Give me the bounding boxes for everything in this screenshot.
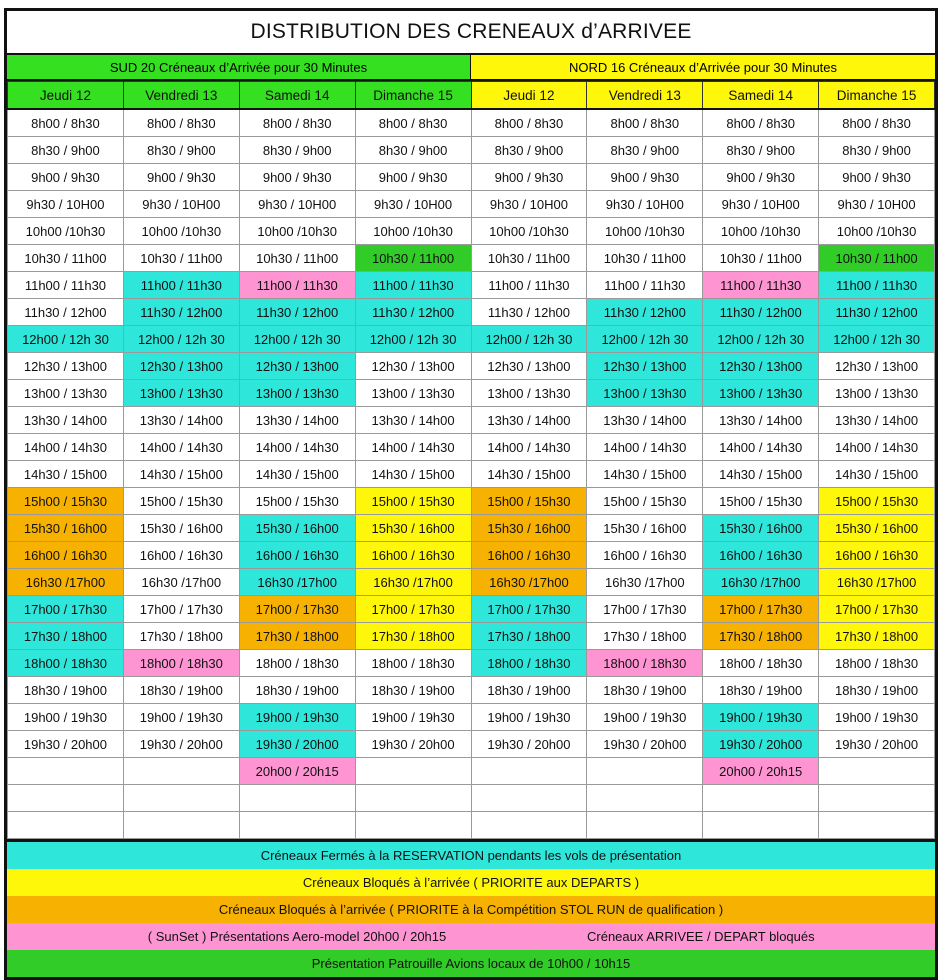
region-nord: NORD 16 Créneaux d’Arrivée pour 30 Minutes [471,55,935,81]
slot-cell: 12h30 / 13h00 [471,353,587,380]
slot-cell: 9h00 / 9h30 [239,164,355,191]
slot-cell: 19h30 / 20h00 [471,731,587,758]
slot-cell [819,758,935,785]
slot-cell: 8h30 / 9h00 [819,137,935,164]
slot-cell: 9h00 / 9h30 [355,164,471,191]
slot-cell: 15h00 / 15h30 [123,488,239,515]
slot-cell: 15h30 / 16h00 [8,515,124,542]
empty-cell [8,812,124,839]
slot-cell: 12h00 / 12h 30 [587,326,703,353]
slot-cell: 9h30 / 10H00 [355,191,471,218]
slot-cell: 18h00 / 18h30 [471,650,587,677]
slot-cell: 12h00 / 12h 30 [471,326,587,353]
slot-cell: 13h30 / 14h00 [703,407,819,434]
slot-cell: 16h30 /17h00 [703,569,819,596]
slot-cell: 18h00 / 18h30 [239,650,355,677]
slot-cell: 18h30 / 19h00 [8,677,124,704]
slot-cell: 13h30 / 14h00 [123,407,239,434]
slot-cell: 20h00 / 20h15 [703,758,819,785]
table-row [8,137,935,164]
slot-cell: 19h30 / 20h00 [8,731,124,758]
slot-cell: 8h00 / 8h30 [239,109,355,137]
legend-green: Présentation Patrouille Avions locaux de 10h00 / 10h15 [7,950,935,977]
slot-cell: 14h30 / 15h00 [471,461,587,488]
slot-cell: 9h30 / 10H00 [587,191,703,218]
slot-cell: 10h00 /10h30 [355,218,471,245]
table-row [8,164,935,191]
table-row [8,731,935,758]
slot-cell: 15h00 / 15h30 [8,488,124,515]
slot-cell: 12h00 / 12h 30 [819,326,935,353]
table-row [8,109,935,137]
slot-cell: 8h00 / 8h30 [471,109,587,137]
slot-cell: 15h00 / 15h30 [471,488,587,515]
slot-cell: 19h00 / 19h30 [239,704,355,731]
slot-cell: 17h30 / 18h00 [239,623,355,650]
slot-cell: 10h00 /10h30 [703,218,819,245]
empty-cell [239,812,355,839]
slot-cell: 17h00 / 17h30 [355,596,471,623]
slot-cell: 15h00 / 15h30 [239,488,355,515]
slot-cell: 8h30 / 9h00 [123,137,239,164]
slot-cell: 10h30 / 11h00 [703,245,819,272]
empty-cell [8,785,124,812]
slot-cell: 13h00 / 13h30 [355,380,471,407]
slot-cell: 12h30 / 13h00 [703,353,819,380]
slot-cell: 9h30 / 10H00 [703,191,819,218]
slot-cell: 19h00 / 19h30 [587,704,703,731]
slot-cell: 11h00 / 11h30 [587,272,703,299]
slot-cell: 12h30 / 13h00 [8,353,124,380]
slot-cell: 14h30 / 15h00 [355,461,471,488]
slot-cell: 11h30 / 12h00 [355,299,471,326]
legend-pink [7,923,935,950]
slot-cell: 13h30 / 14h00 [8,407,124,434]
table-row [8,569,935,596]
table-row [8,299,935,326]
slot-cell: 17h30 / 18h00 [471,623,587,650]
legend-orange: Créneaux Bloqués à l’arrivée ( PRIORITE à la Compétition STOL RUN de qualification ) [7,896,935,923]
table-row [8,218,935,245]
legend-cyan: Créneaux Fermés à la RESERVATION pendants les vols de présentation [7,842,935,869]
schedule-sheet [4,8,938,980]
slot-cell: 15h30 / 16h00 [123,515,239,542]
day-header: Dimanche 15 [355,82,471,110]
slot-cell: 18h30 / 19h00 [819,677,935,704]
slot-cell: 16h30 /17h00 [123,569,239,596]
region-header [7,55,935,81]
slot-cell: 10h30 / 11h00 [123,245,239,272]
slot-cell: 15h00 / 15h30 [355,488,471,515]
slot-cell: 12h00 / 12h 30 [123,326,239,353]
slot-cell: 17h30 / 18h00 [819,623,935,650]
slot-cell: 13h30 / 14h00 [587,407,703,434]
day-header: Jeudi 12 [8,82,124,110]
slot-cell: 18h30 / 19h00 [123,677,239,704]
slot-cell: 19h00 / 19h30 [471,704,587,731]
slot-cell: 17h00 / 17h30 [703,596,819,623]
slot-cell: 14h30 / 15h00 [8,461,124,488]
slot-cell: 19h30 / 20h00 [587,731,703,758]
slot-cell: 13h30 / 14h00 [355,407,471,434]
slot-cell: 16h30 /17h00 [587,569,703,596]
table-row [8,596,935,623]
slot-cell: 16h00 / 16h30 [8,542,124,569]
slot-cell: 11h30 / 12h00 [8,299,124,326]
table-row [8,407,935,434]
table-row [8,623,935,650]
slot-cell: 17h00 / 17h30 [587,596,703,623]
slot-cell: 18h00 / 18h30 [123,650,239,677]
empty-cell [471,785,587,812]
slot-cell: 18h30 / 19h00 [587,677,703,704]
table-row [8,434,935,461]
table-row [8,758,935,785]
empty-cell [819,785,935,812]
slot-cell: 15h30 / 16h00 [703,515,819,542]
legend [7,839,935,977]
slot-cell: 11h30 / 12h00 [703,299,819,326]
slot-cell: 13h00 / 13h30 [703,380,819,407]
slot-cell: 16h00 / 16h30 [819,542,935,569]
day-header: Jeudi 12 [471,82,587,110]
slot-cell [355,758,471,785]
slot-cell: 18h00 / 18h30 [703,650,819,677]
slot-cell: 19h30 / 20h00 [819,731,935,758]
slot-cell: 14h00 / 14h30 [703,434,819,461]
slot-cell: 11h00 / 11h30 [471,272,587,299]
legend-pink-right: Créneaux ARRIVEE / DEPART bloqués [587,929,815,944]
slot-cell: 15h30 / 16h00 [239,515,355,542]
slot-cell: 11h30 / 12h00 [587,299,703,326]
slot-cell: 14h00 / 14h30 [471,434,587,461]
page-title: DISTRIBUTION DES CRENEAUX d’ARRIVEE [7,11,935,55]
slot-cell: 9h00 / 9h30 [703,164,819,191]
legend-yellow: Créneaux Bloqués à l’arrivée ( PRIORITE aux DEPARTS ) [7,869,935,896]
slot-cell: 19h00 / 19h30 [819,704,935,731]
slot-cell: 18h00 / 18h30 [355,650,471,677]
slot-cell: 18h30 / 19h00 [471,677,587,704]
slot-cell: 14h30 / 15h00 [587,461,703,488]
slot-cell: 18h30 / 19h00 [703,677,819,704]
slot-cell: 16h30 /17h00 [355,569,471,596]
slot-cell: 14h00 / 14h30 [587,434,703,461]
slot-cell: 8h30 / 9h00 [703,137,819,164]
slot-cell: 10h30 / 11h00 [819,245,935,272]
slot-cell: 12h00 / 12h 30 [355,326,471,353]
slot-cell: 13h00 / 13h30 [471,380,587,407]
day-header: Vendredi 13 [123,82,239,110]
slot-cell: 11h30 / 12h00 [123,299,239,326]
slot-cell: 8h30 / 9h00 [587,137,703,164]
slot-cell: 11h30 / 12h00 [239,299,355,326]
day-header: Vendredi 13 [587,82,703,110]
slot-cell: 9h30 / 10H00 [819,191,935,218]
table-row [8,650,935,677]
slot-cell: 10h00 /10h30 [471,218,587,245]
day-header-row [8,82,935,110]
slot-cell: 13h00 / 13h30 [819,380,935,407]
slot-cell: 12h30 / 13h00 [123,353,239,380]
slot-cell: 9h30 / 10H00 [239,191,355,218]
slot-cell: 8h30 / 9h00 [8,137,124,164]
slot-cell: 19h30 / 20h00 [703,731,819,758]
slot-cell: 10h00 /10h30 [819,218,935,245]
slot-cell: 17h00 / 17h30 [123,596,239,623]
slot-cell: 17h00 / 17h30 [471,596,587,623]
legend-pink-left: ( SunSet ) Présentations Aero-model 20h00 / 20h15 [147,929,447,944]
slot-cell: 19h30 / 20h00 [123,731,239,758]
slot-cell: 13h00 / 13h30 [123,380,239,407]
table-row [8,488,935,515]
slot-cell: 16h00 / 16h30 [471,542,587,569]
slot-table [7,81,935,839]
slot-cell: 18h30 / 19h00 [239,677,355,704]
slot-cell: 12h00 / 12h 30 [703,326,819,353]
table-row [8,326,935,353]
slot-cell: 19h00 / 19h30 [8,704,124,731]
slot-cell: 9h00 / 9h30 [123,164,239,191]
slot-cell: 14h30 / 15h00 [703,461,819,488]
slot-cell: 20h00 / 20h15 [239,758,355,785]
slot-cell: 16h00 / 16h30 [123,542,239,569]
slot-cell: 8h00 / 8h30 [8,109,124,137]
table-row [8,704,935,731]
slot-cell: 13h30 / 14h00 [471,407,587,434]
slot-cell: 12h00 / 12h 30 [239,326,355,353]
slot-cell: 19h00 / 19h30 [123,704,239,731]
slot-cell: 9h30 / 10H00 [123,191,239,218]
slot-cell: 18h00 / 18h30 [587,650,703,677]
slot-cell: 15h00 / 15h30 [819,488,935,515]
empty-cell [703,812,819,839]
slot-cell: 17h30 / 18h00 [703,623,819,650]
slot-cell: 17h00 / 17h30 [239,596,355,623]
slot-cell: 15h30 / 16h00 [355,515,471,542]
slot-cell: 16h30 /17h00 [8,569,124,596]
slot-cell: 9h30 / 10H00 [8,191,124,218]
slot-cell: 14h30 / 15h00 [239,461,355,488]
slot-cell: 8h00 / 8h30 [703,109,819,137]
slot-cell: 16h00 / 16h30 [703,542,819,569]
slot-cell: 12h30 / 13h00 [355,353,471,380]
slot-cell: 13h00 / 13h30 [8,380,124,407]
slot-cell: 12h30 / 13h00 [819,353,935,380]
slot-cell: 17h30 / 18h00 [587,623,703,650]
slot-cell: 11h00 / 11h30 [355,272,471,299]
slot-cell: 8h30 / 9h00 [355,137,471,164]
slot-cell: 17h00 / 17h30 [8,596,124,623]
region-sud: SUD 20 Créneaux d’Arrivée pour 30 Minutes [7,55,471,81]
slot-cell: 10h00 /10h30 [587,218,703,245]
slot-cell: 15h30 / 16h00 [471,515,587,542]
empty-cell [587,812,703,839]
day-header: Samedi 14 [239,82,355,110]
slot-cell: 16h30 /17h00 [819,569,935,596]
slot-cell: 11h30 / 12h00 [471,299,587,326]
empty-cell [355,812,471,839]
slot-cell: 14h00 / 14h30 [123,434,239,461]
empty-cell [703,785,819,812]
slot-cell: 11h00 / 11h30 [239,272,355,299]
slot-cell: 10h30 / 11h00 [587,245,703,272]
slot-cell: 10h00 /10h30 [8,218,124,245]
slot-cell: 10h30 / 11h00 [239,245,355,272]
slot-cell: 8h30 / 9h00 [471,137,587,164]
slot-cell: 11h00 / 11h30 [703,272,819,299]
slot-cell: 19h00 / 19h30 [355,704,471,731]
empty-cell [239,785,355,812]
slot-cell: 17h30 / 18h00 [123,623,239,650]
slot-cell: 18h00 / 18h30 [8,650,124,677]
slot-cell: 16h30 /17h00 [239,569,355,596]
slot-cell [471,758,587,785]
empty-cell [587,785,703,812]
slot-cell: 8h00 / 8h30 [587,109,703,137]
slot-cell: 12h30 / 13h00 [587,353,703,380]
slot-cell [587,758,703,785]
table-row [8,515,935,542]
slot-cell: 18h30 / 19h00 [355,677,471,704]
slot-cell: 13h30 / 14h00 [239,407,355,434]
slot-cell: 10h30 / 11h00 [471,245,587,272]
table-row [8,245,935,272]
table-row [8,191,935,218]
slot-cell: 14h30 / 15h00 [819,461,935,488]
day-header: Dimanche 15 [819,82,935,110]
slot-cell: 8h00 / 8h30 [819,109,935,137]
slot-cell: 14h00 / 14h30 [239,434,355,461]
blank-row [8,812,935,839]
empty-cell [819,812,935,839]
empty-cell [355,785,471,812]
table-row [8,677,935,704]
slot-cell: 17h30 / 18h00 [355,623,471,650]
slot-cell: 11h00 / 11h30 [123,272,239,299]
empty-cell [471,812,587,839]
slot-cell: 13h00 / 13h30 [239,380,355,407]
slot-cell: 9h00 / 9h30 [587,164,703,191]
slot-cell: 9h00 / 9h30 [8,164,124,191]
slot-cell [8,758,124,785]
slot-cell: 8h30 / 9h00 [239,137,355,164]
slot-table-body [8,109,935,839]
slot-cell: 15h00 / 15h30 [587,488,703,515]
slot-cell: 16h00 / 16h30 [587,542,703,569]
slot-cell: 17h00 / 17h30 [819,596,935,623]
table-row [8,542,935,569]
slot-cell: 18h00 / 18h30 [819,650,935,677]
slot-cell [123,758,239,785]
slot-cell: 19h30 / 20h00 [239,731,355,758]
slot-cell: 10h30 / 11h00 [355,245,471,272]
day-header: Samedi 14 [703,82,819,110]
slot-cell: 9h00 / 9h30 [471,164,587,191]
slot-cell: 15h00 / 15h30 [703,488,819,515]
slot-cell: 14h00 / 14h30 [355,434,471,461]
slot-cell: 9h00 / 9h30 [819,164,935,191]
slot-cell: 14h00 / 14h30 [8,434,124,461]
slot-cell: 16h00 / 16h30 [355,542,471,569]
slot-cell: 9h30 / 10H00 [471,191,587,218]
slot-cell: 8h00 / 8h30 [355,109,471,137]
slot-cell: 11h00 / 11h30 [819,272,935,299]
slot-cell: 10h30 / 11h00 [8,245,124,272]
slot-cell: 13h00 / 13h30 [587,380,703,407]
slot-cell: 11h30 / 12h00 [819,299,935,326]
blank-row [8,785,935,812]
slot-cell: 13h30 / 14h00 [819,407,935,434]
slot-cell: 12h30 / 13h00 [239,353,355,380]
slot-cell: 19h00 / 19h30 [703,704,819,731]
slot-cell: 11h00 / 11h30 [8,272,124,299]
slot-cell: 10h00 /10h30 [239,218,355,245]
slot-cell: 16h30 /17h00 [471,569,587,596]
slot-cell: 14h30 / 15h00 [123,461,239,488]
slot-cell: 17h30 / 18h00 [8,623,124,650]
empty-cell [123,785,239,812]
slot-cell: 19h30 / 20h00 [355,731,471,758]
slot-cell: 12h00 / 12h 30 [8,326,124,353]
table-row [8,461,935,488]
slot-cell: 8h00 / 8h30 [123,109,239,137]
empty-cell [123,812,239,839]
slot-cell: 10h00 /10h30 [123,218,239,245]
table-row [8,272,935,299]
slot-cell: 16h00 / 16h30 [239,542,355,569]
slot-cell: 15h30 / 16h00 [587,515,703,542]
table-row [8,380,935,407]
table-row [8,353,935,380]
slot-cell: 15h30 / 16h00 [819,515,935,542]
slot-cell: 14h00 / 14h30 [819,434,935,461]
